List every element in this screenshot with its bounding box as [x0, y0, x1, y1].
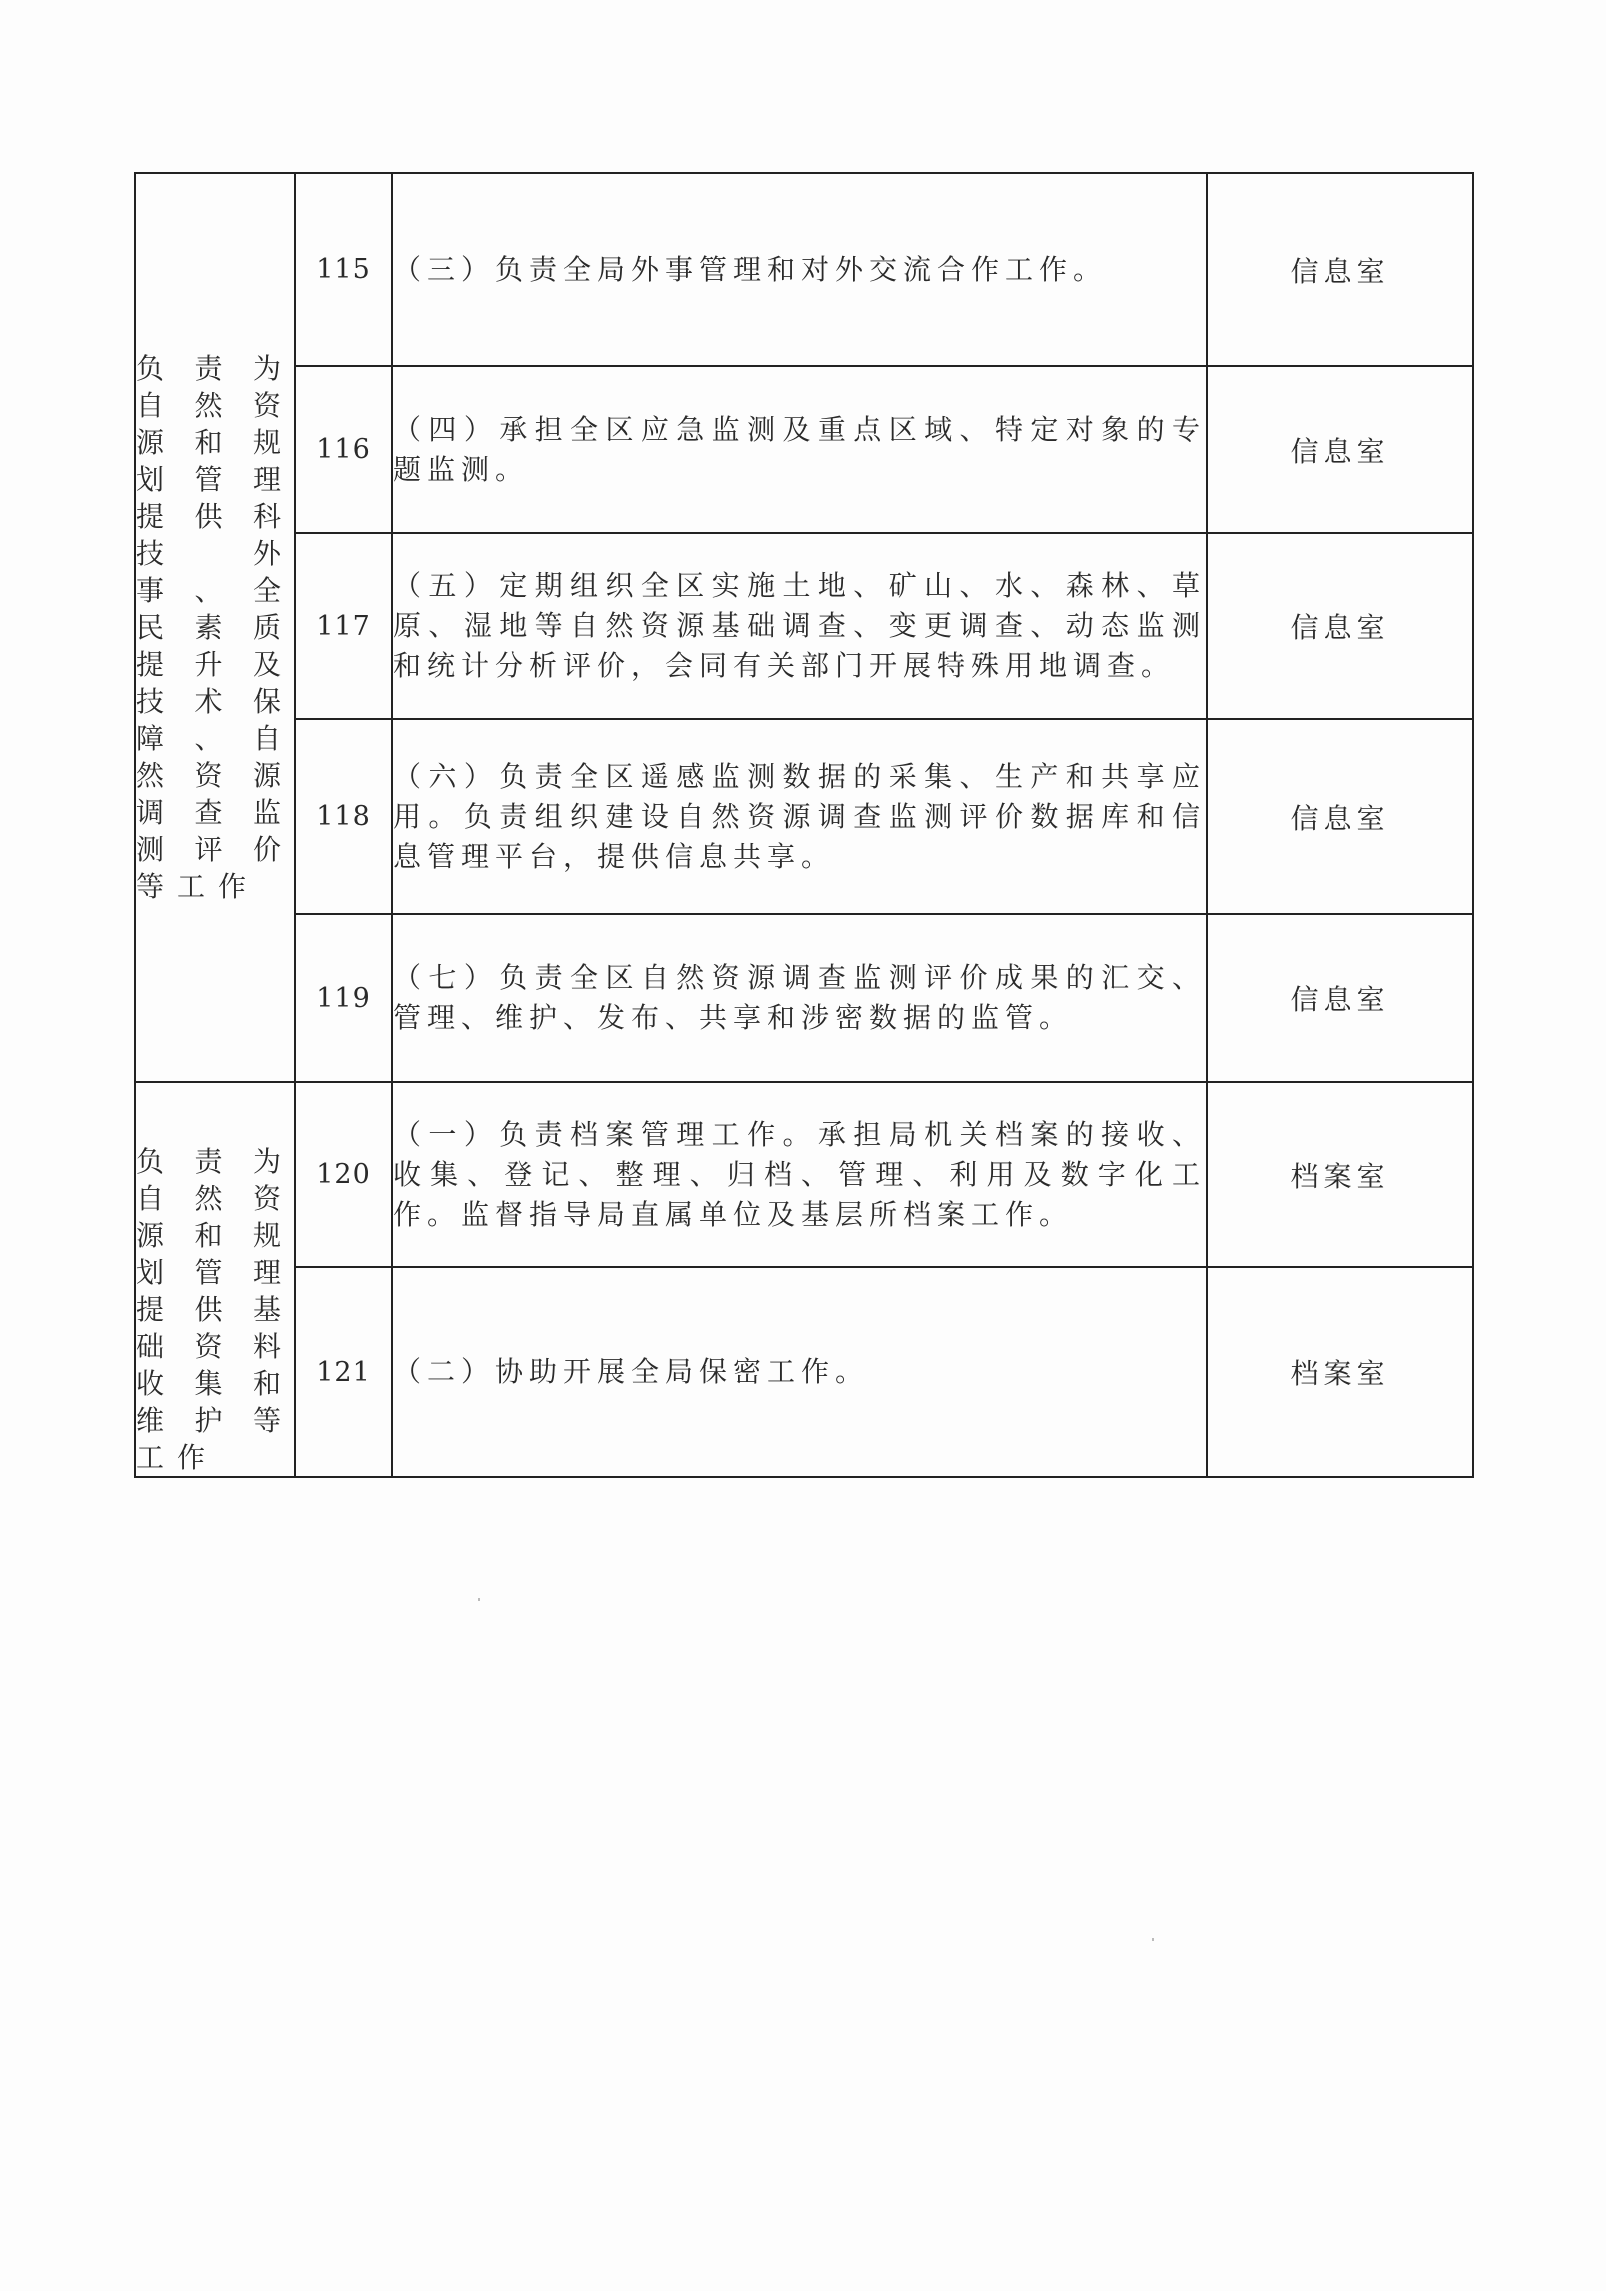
item-number: 116 — [295, 366, 392, 533]
item-description: （七）负责全区自然资源调查监测评价成果的汇交、管理、维护、发布、共享和涉密数据的监管。 — [392, 914, 1207, 1082]
responsible-department: 信息室 — [1207, 173, 1473, 366]
table-row — [135, 914, 1473, 1082]
responsible-department: 信息室 — [1207, 533, 1473, 719]
item-description: （五）定期组织全区实施土地、矿山、水、森林、草原、湿地等自然资源基础调查、变更调查、动态监测和统计分析评价，会同有关部门开展特殊用地调查。 — [392, 533, 1207, 719]
table-row — [135, 1267, 1473, 1477]
scan-speck — [1152, 1938, 1154, 1941]
responsible-department: 信息室 — [1207, 719, 1473, 914]
responsible-department: 信息室 — [1207, 914, 1473, 1082]
table-row — [135, 719, 1473, 914]
item-description: （三）负责全局外事管理和对外交流合作工作。 — [392, 173, 1207, 366]
category-cell: 负责为自然资源和规划管理提供基础资料收集和维护等工作 — [135, 1082, 295, 1477]
item-description: （一）负责档案管理工作。承担局机关档案的接收、收集、登记、整理、归档、管理、利用及数字化工作。监督指导局直属单位及基层所档案工作。 — [392, 1082, 1207, 1267]
duties-table — [134, 172, 1474, 1478]
scan-speck — [478, 1598, 480, 1601]
table-row — [135, 366, 1473, 533]
item-number: 119 — [295, 914, 392, 1082]
category-cell: 负责为自然资源和规划管理提供科技外事、全民素质提升及技术保障、自然资源调查监测评价等工作 — [135, 173, 295, 1082]
item-number: 117 — [295, 533, 392, 719]
item-number: 115 — [295, 173, 392, 366]
responsible-department: 档案室 — [1207, 1082, 1473, 1267]
item-number: 121 — [295, 1267, 392, 1477]
item-description: （二）协助开展全局保密工作。 — [392, 1267, 1207, 1477]
item-number: 120 — [295, 1082, 392, 1267]
table-row — [135, 1082, 1473, 1267]
item-number: 118 — [295, 719, 392, 914]
table-row — [135, 173, 1473, 366]
table-row — [135, 533, 1473, 719]
responsible-department: 信息室 — [1207, 366, 1473, 533]
item-description: （六）负责全区遥感监测数据的采集、生产和共享应用。负责组织建设自然资源调查监测评价数据库和信息管理平台，提供信息共享。 — [392, 719, 1207, 914]
item-description: （四）承担全区应急监测及重点区域、特定对象的专题监测。 — [392, 366, 1207, 533]
responsible-department: 档案室 — [1207, 1267, 1473, 1477]
